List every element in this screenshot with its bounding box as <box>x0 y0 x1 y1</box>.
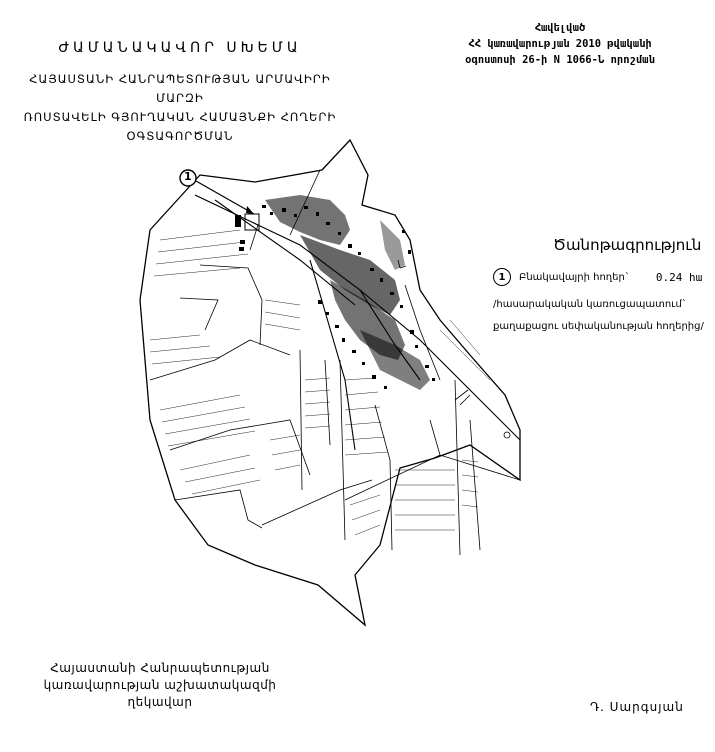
map-title-block <box>20 40 340 146</box>
approval-header <box>420 20 700 68</box>
legend-item-area: 0.24 հա <box>655 270 703 284</box>
legend-item <box>483 268 708 286</box>
signatory-organization <box>30 660 290 711</box>
approval-line: ՀՀ կառավարության 2010 թվականի <box>468 38 652 50</box>
legend <box>483 236 708 338</box>
org-line: կառավարության աշխատակազմի <box>43 678 277 692</box>
legend-item-label: Բնակավայրի հողեր` <box>519 271 630 283</box>
org-line: Հայաստանի Հանրապետության <box>50 661 270 675</box>
legend-note: քաղաքացու սեփականության հողերից/ <box>493 321 704 332</box>
legend-item-number: 1 <box>493 268 511 286</box>
title-line: ՌՈՍՏԱՎԵԼԻ ԳՅՈՒՂԱԿԱՆ ՀԱՄԱՅՆՔԻ ՀՈՂԵՐԻ <box>23 110 337 124</box>
title-line: ՕԳՏԱԳՈՐԾՄԱՆ <box>126 129 234 143</box>
approval-line: օգոստոսի 26-ի N 1066-Ն որոշման <box>465 54 655 66</box>
legend-title: Ծանոթագրություն <box>553 236 702 254</box>
signatory-name: Դ. Սարգսյան <box>590 700 684 714</box>
callout-number: 1 <box>184 170 192 183</box>
settlement-area <box>265 195 430 390</box>
org-line: ղեկավար <box>127 695 193 709</box>
legend-note: /հասարակական կառուցապատում` <box>493 299 687 310</box>
title-line: ՀԱՅԱՍՏԱՆԻ ՀԱՆՐԱՊԵՏՈՒԹՅԱՆ ԱՐՄԱՎԻՐԻ ՄԱՐԶԻ <box>29 72 331 105</box>
schema-title: ԺԱՄԱՆԱԿԱՎՈՐ ՍԽԵՄԱ <box>58 40 302 56</box>
approval-line: Հավելված <box>534 22 586 34</box>
